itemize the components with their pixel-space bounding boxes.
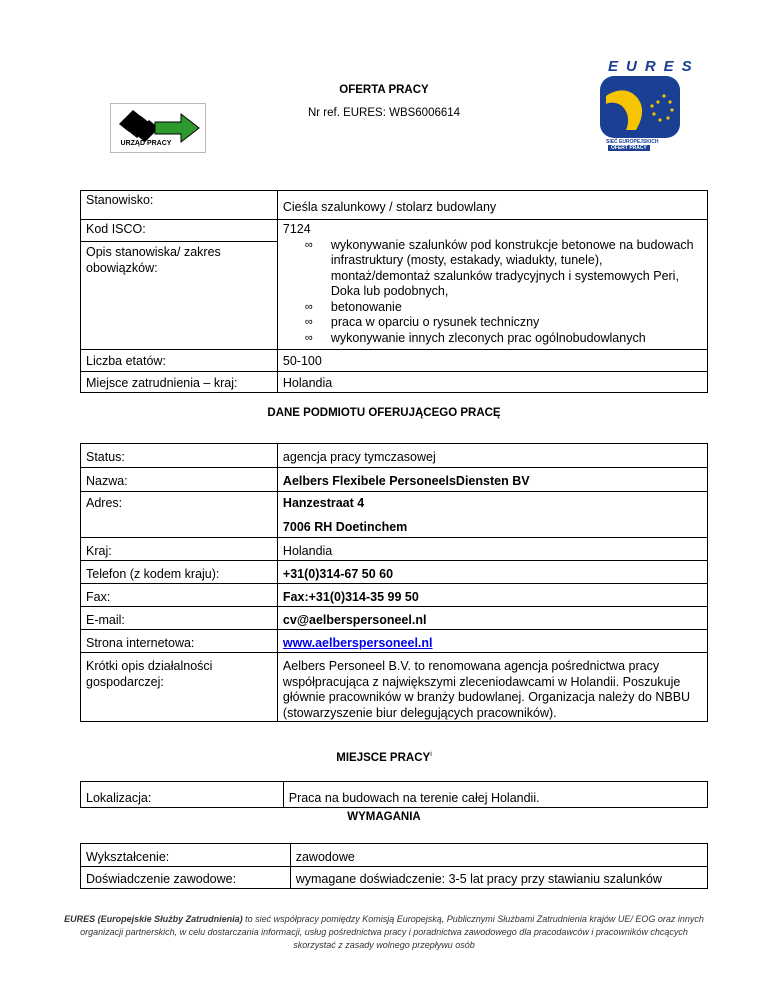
eures-logo-tagline-1: SIEĆ EUROPEJSKICH (606, 139, 659, 145)
location-value: Praca na budowach na terenie całej Holandii. (283, 782, 707, 808)
workplace-table (80, 781, 708, 808)
website-label: Strona internetowa: (81, 630, 278, 653)
row-country (81, 372, 708, 393)
position-value: Cieśla szalunkowy / stolarz budowlany (277, 191, 707, 220)
requirements-section-title: WYMAGANIA (347, 811, 421, 823)
row-country (81, 538, 708, 561)
country-label: Miejsce zatrudnienia – kraj: (81, 372, 278, 393)
row-website (81, 630, 708, 653)
row-name (81, 468, 708, 492)
row-experience (81, 867, 708, 889)
row-phone (81, 561, 708, 584)
duty-item: ∞ betonowanie (283, 300, 702, 316)
requirements-table (80, 843, 708, 889)
page-title: OFERTA PRACY (339, 84, 429, 96)
footer-lead: EURES (Europejskie Służby Zatrudnienia) (64, 914, 243, 924)
footer-note (60, 913, 708, 952)
website-link[interactable]: www.aelberspersoneel.nl (282, 636, 433, 650)
reference-number: Nr ref. EURES: WBS6006614 (307, 107, 461, 119)
address-line-2: 7006 RH Doetinchem (282, 519, 408, 534)
isco-value: 7124 (282, 222, 311, 236)
country-value: Holandia (277, 372, 707, 393)
duties-list (283, 238, 702, 347)
description-label: Krótki opis działalności gospodarczej: (86, 659, 213, 689)
employer-section-title: DANE PODMIOTU OFERUJĄCEGO PRACĘ (267, 407, 501, 419)
email-value: cv@aelberspersoneel.nl (277, 607, 707, 630)
education-value: zawodowe (290, 844, 707, 867)
footer-text: to sieć współpracy pomiędzy Komisją Europejską, Publicznymi Służbami Zatrudnienia krajów UE/ EOG oraz innych organizacji partnerskich, w celu dostarczania informacji, usług pośrednictwa pracy i poradnictwa zawodowego dla pracodawców i pracowników chcących skorzystać z zasady wolnego przepływu osób (80, 914, 704, 950)
duty-item: ∞ wykonywanie szalunków pod konstrukcje betonowe na budowach infrastruktury (mosty, estakady, wiadukty, tunele), montaż/demontaż szalunków tradycyjnych i systemowych Peri, Doka lub podobnych, (283, 238, 702, 300)
duty-item: ∞ praca w oparciu o rysunek techniczny (283, 315, 702, 331)
description-value: Aelbers Personeel B.V. to renomowana agencja pośrednictwa pracy współpracująca z największymi zleceniodawcami w Holandii. Poszukuje głównie pracowników w branży budowlanej. Organizacja należy do NBBU (stowarzyszenie biur delegujących pracowników). (277, 653, 707, 722)
duties-label: Opis stanowiska/ zakres obowiązków: (86, 245, 221, 275)
fax-value: Fax:+31(0)314-35 99 50 (277, 584, 707, 607)
position-label: Stanowisko: (81, 191, 278, 220)
workplace-section-title-text: MIEJSCE PRACY (336, 751, 431, 764)
urzad-pracy-logo-text: URZĄD PRACY (120, 140, 172, 147)
row-isco-duties (81, 220, 708, 350)
job-table (80, 190, 708, 393)
name-label: Nazwa: (81, 468, 278, 492)
employer-country-label: Kraj: (81, 538, 278, 561)
row-fax (81, 584, 708, 607)
row-positions (81, 350, 708, 372)
isco-label: Kod ISCO: (81, 220, 277, 242)
row-email (81, 607, 708, 630)
status-value: agencja pracy tymczasowej (277, 444, 707, 468)
address-label: Adres: (81, 492, 278, 538)
row-education (81, 844, 708, 867)
row-description (81, 653, 708, 722)
address-line-1: Hanzestraat 4 (282, 496, 365, 510)
positions-label: Liczba etatów: (81, 350, 278, 372)
row-position (81, 191, 708, 220)
duty-item: ∞ wykonywanie innych zleconych prac ogólnobudowlanych (283, 331, 702, 347)
location-label: Lokalizacja: (81, 782, 284, 808)
eures-logo-letters: EURES (608, 58, 700, 75)
phone-value: +31(0)314-67 50 60 (277, 561, 707, 584)
employer-table (80, 443, 708, 722)
experience-label: Doświadczenie zawodowe: (81, 867, 291, 889)
fax-label: Fax: (81, 584, 278, 607)
email-label: E-mail: (81, 607, 278, 630)
positions-value: 50-100 (277, 350, 707, 372)
row-location (81, 782, 708, 808)
row-status (81, 444, 708, 468)
employer-country-value: Holandia (277, 538, 707, 561)
name-value: Aelbers Flexibele PersoneelsDiensten BV (277, 468, 707, 492)
row-address (81, 492, 708, 538)
experience-value: wymagane doświadczenie: 3-5 lat pracy przy stawianiu szalunków (290, 867, 707, 889)
workplace-section-title (0, 751, 768, 764)
eures-logo (578, 58, 700, 154)
eures-logo-tagline-2: OFERT PRACY (608, 145, 650, 151)
phone-label: Telefon (z kodem kraju): (81, 561, 278, 584)
education-label: Wykształcenie: (81, 844, 291, 867)
status-label: Status: (81, 444, 278, 468)
workplace-footnote-mark: i (430, 751, 432, 758)
